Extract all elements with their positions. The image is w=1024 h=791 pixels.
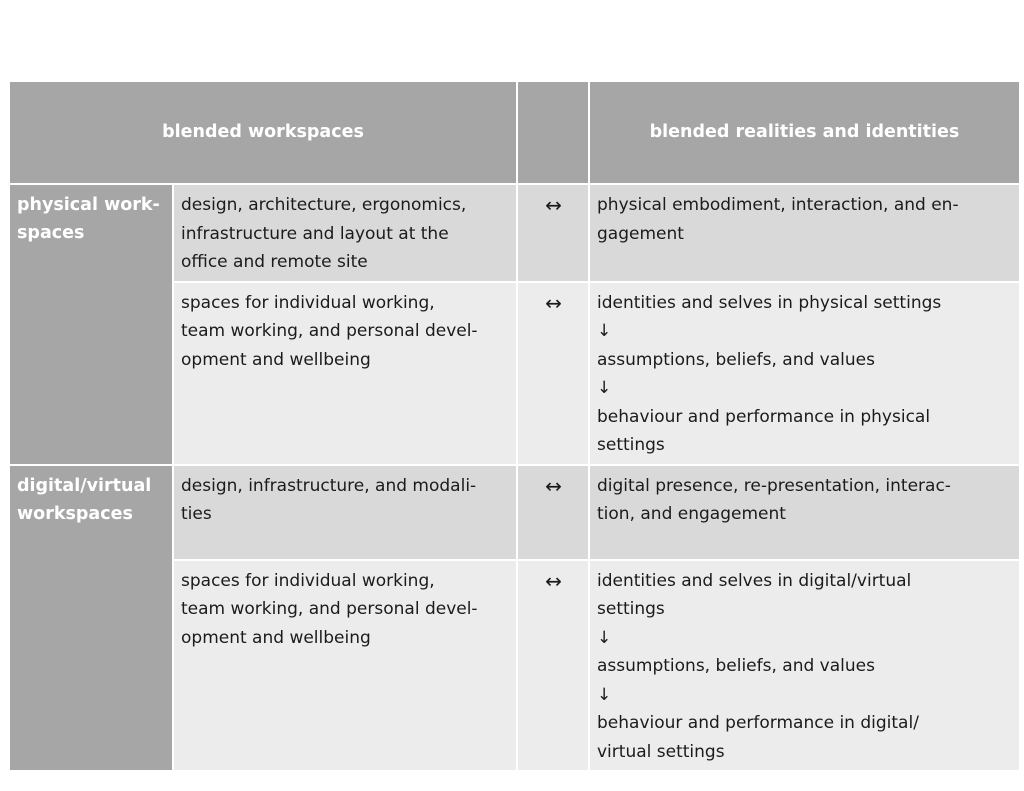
reality-cell: [589, 184, 1020, 282]
table-row: [9, 184, 1020, 282]
text-line: assumptions, beliefs, and values: [597, 349, 875, 370]
table-header-row: [9, 81, 1020, 184]
row-heading-line: spaces: [17, 223, 85, 243]
row-heading-physical: [9, 184, 173, 465]
text-line: ties: [181, 504, 212, 524]
down-arrow: ↓: [597, 378, 612, 398]
workspace-cell: [173, 282, 517, 465]
row-heading-line: physical work-: [17, 195, 160, 215]
text-line: physical embodiment, interaction, and en-: [597, 195, 959, 215]
down-arrow: ↓: [597, 684, 612, 705]
text-line: virtual settings: [597, 741, 725, 762]
text-line: tion, and engagement: [597, 504, 786, 524]
text-line: infrastructure and layout at the: [181, 223, 449, 244]
blended-workspaces-table: [8, 80, 1021, 772]
reality-cell: [589, 282, 1020, 465]
workspace-cell: [173, 184, 517, 282]
text-line: settings: [597, 599, 665, 619]
reality-cell: [589, 560, 1020, 772]
header-blended-realities: blended realities and identities: [589, 81, 1020, 184]
text-line: digital presence, re-presentation, interac-: [597, 475, 951, 496]
text-line: opment and wellbeing: [181, 627, 371, 648]
table-row: [9, 465, 1020, 560]
down-arrow: ↓: [597, 627, 612, 648]
text-line: spaces for individual working,: [181, 570, 435, 591]
text-line: identities and selves in physical settings: [597, 292, 942, 313]
bidirectional-arrow: ↔: [517, 184, 589, 282]
text-line: assumptions, beliefs, and values: [597, 656, 875, 676]
row-heading-digital: [9, 465, 173, 772]
text-line: spaces for individual working,: [181, 292, 435, 313]
text-line: identities and selves in digital/virtual: [597, 570, 912, 591]
bidirectional-arrow: ↔: [517, 560, 589, 772]
workspace-cell: [173, 560, 517, 772]
down-arrow: ↓: [597, 321, 612, 341]
bidirectional-arrow: ↔: [517, 282, 589, 465]
text-line: design, infrastructure, and modali-: [181, 475, 477, 496]
text-line: behaviour and performance in digital/: [597, 713, 919, 733]
header-blended-workspaces: blended workspaces: [9, 81, 517, 184]
bidirectional-arrow: ↔: [517, 465, 589, 560]
header-middle: [517, 81, 589, 184]
workspace-cell: [173, 465, 517, 560]
text-line: team working, and personal devel-: [181, 321, 478, 341]
text-line: design, architecture, ergonomics,: [181, 195, 467, 215]
row-heading-line: digital/virtual: [17, 475, 152, 496]
text-line: office and remote site: [181, 252, 368, 272]
text-line: settings: [597, 435, 665, 455]
row-heading-line: workspaces: [17, 503, 133, 524]
reality-cell: [589, 465, 1020, 560]
text-line: gagement: [597, 223, 684, 244]
text-line: opment and wellbeing: [181, 349, 371, 370]
text-line: behaviour and performance in physical: [597, 406, 931, 427]
text-line: team working, and personal devel-: [181, 599, 478, 619]
